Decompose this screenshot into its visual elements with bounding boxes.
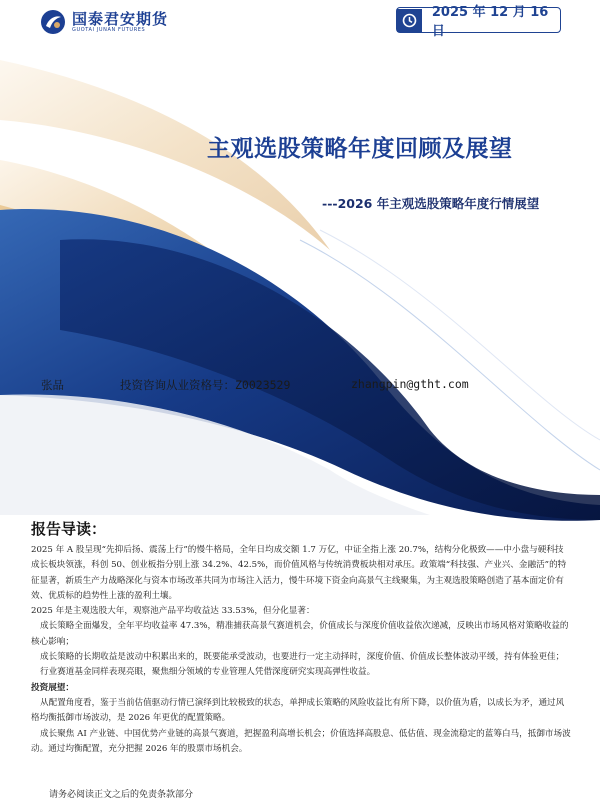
logo-emblem-icon: [40, 9, 66, 35]
author-license: 投资咨询从业资格号：Z0023529: [120, 378, 291, 392]
report-summary: [31, 543, 571, 757]
author-name: 张品: [41, 378, 64, 392]
report-subtitle: ---2026 年主观选股策略年度行情展望: [322, 196, 540, 211]
clock-icon: [397, 9, 422, 32]
outlook-heading: 投资展望：: [31, 682, 74, 693]
report-date-box: [396, 5, 561, 39]
disclaimer-footer: 请务必阅读正文之后的免责条款部分: [49, 790, 194, 800]
report-date: 2025 年 12 月 16 日: [431, 5, 549, 39]
author-email[interactable]: zhangpin@gtht.com: [351, 377, 469, 391]
summary-paragraph-market: 2025 年 A 股呈现“先抑后扬、震荡上行”的慢牛格局，全年日均成交额 1.7 万亿，中证全指上涨 20.7%，结构分化极致——中小盘与硬科技成长板块领涨，科创 50、创业板指分别上涨 34.2%、42.5%，而价值风格与传统消费板块相对承压。政策端“科技强、产业兴、金融活”的特征显著，新质生产力战略深化与资本市场改革共同为市场注入活力，慢牛环境下资金向高景气主线聚集，为主观选股策略创造了基本面定价有效、优质标的趋势性上涨的盈利土壤。: [31, 545, 567, 601]
summary-paragraph-volatility: 成长策略的长期收益是波动中积累出来的，既要能承受波动，也要进行一定主动择时，深度价值、价值成长整体波动平缓，持有体验更佳；: [40, 652, 565, 663]
summary-paragraph-sector: 行业赛道基金同样表现亮眼，聚焦细分领域的专业管理人凭借深度研究实现高弹性收益。: [40, 667, 376, 678]
company-logo: [40, 9, 168, 35]
summary-paragraph-growth: 成长策略全面爆发，全年平均收益率 47.3%，精准捕获高景气赛道机会，价值成长与深度价值收益依次递减，反映出市场风格对策略收益的核心影响；: [31, 621, 569, 647]
report-title: 主观选股策略年度回顾及展望: [207, 136, 513, 162]
outlook-paragraph-focus: 成长聚焦 AI 产业链、中国优势产业链的高景气赛道，把握盈利高增长机会；价值选择高股息、低估值、现金流稳定的蓝筹白马，抵御市场波动。通过均衡配置，充分把握 2026 年的股票市场机会。: [31, 728, 571, 754]
logo-english-name: GUOTAI JUNAN FUTURES: [72, 26, 146, 33]
summary-paragraph-performance: 2025 年是主观选股大年，观察池产品平均收益达 33.53%，但分化显著：: [31, 606, 315, 617]
outlook-paragraph-allocation: 从配置角度看，鉴于当前估值驱动行情已演绎到比较极致的状态，单押成长策略的风险收益比有所下降，以价值为盾，以成长为矛，通过风格均衡抵御市场波动，是 2026 年更优的配置策略。: [31, 697, 565, 724]
report-guide-heading: 报告导读：: [31, 520, 107, 538]
logo-chinese-name: 国泰君安期货: [72, 9, 169, 28]
